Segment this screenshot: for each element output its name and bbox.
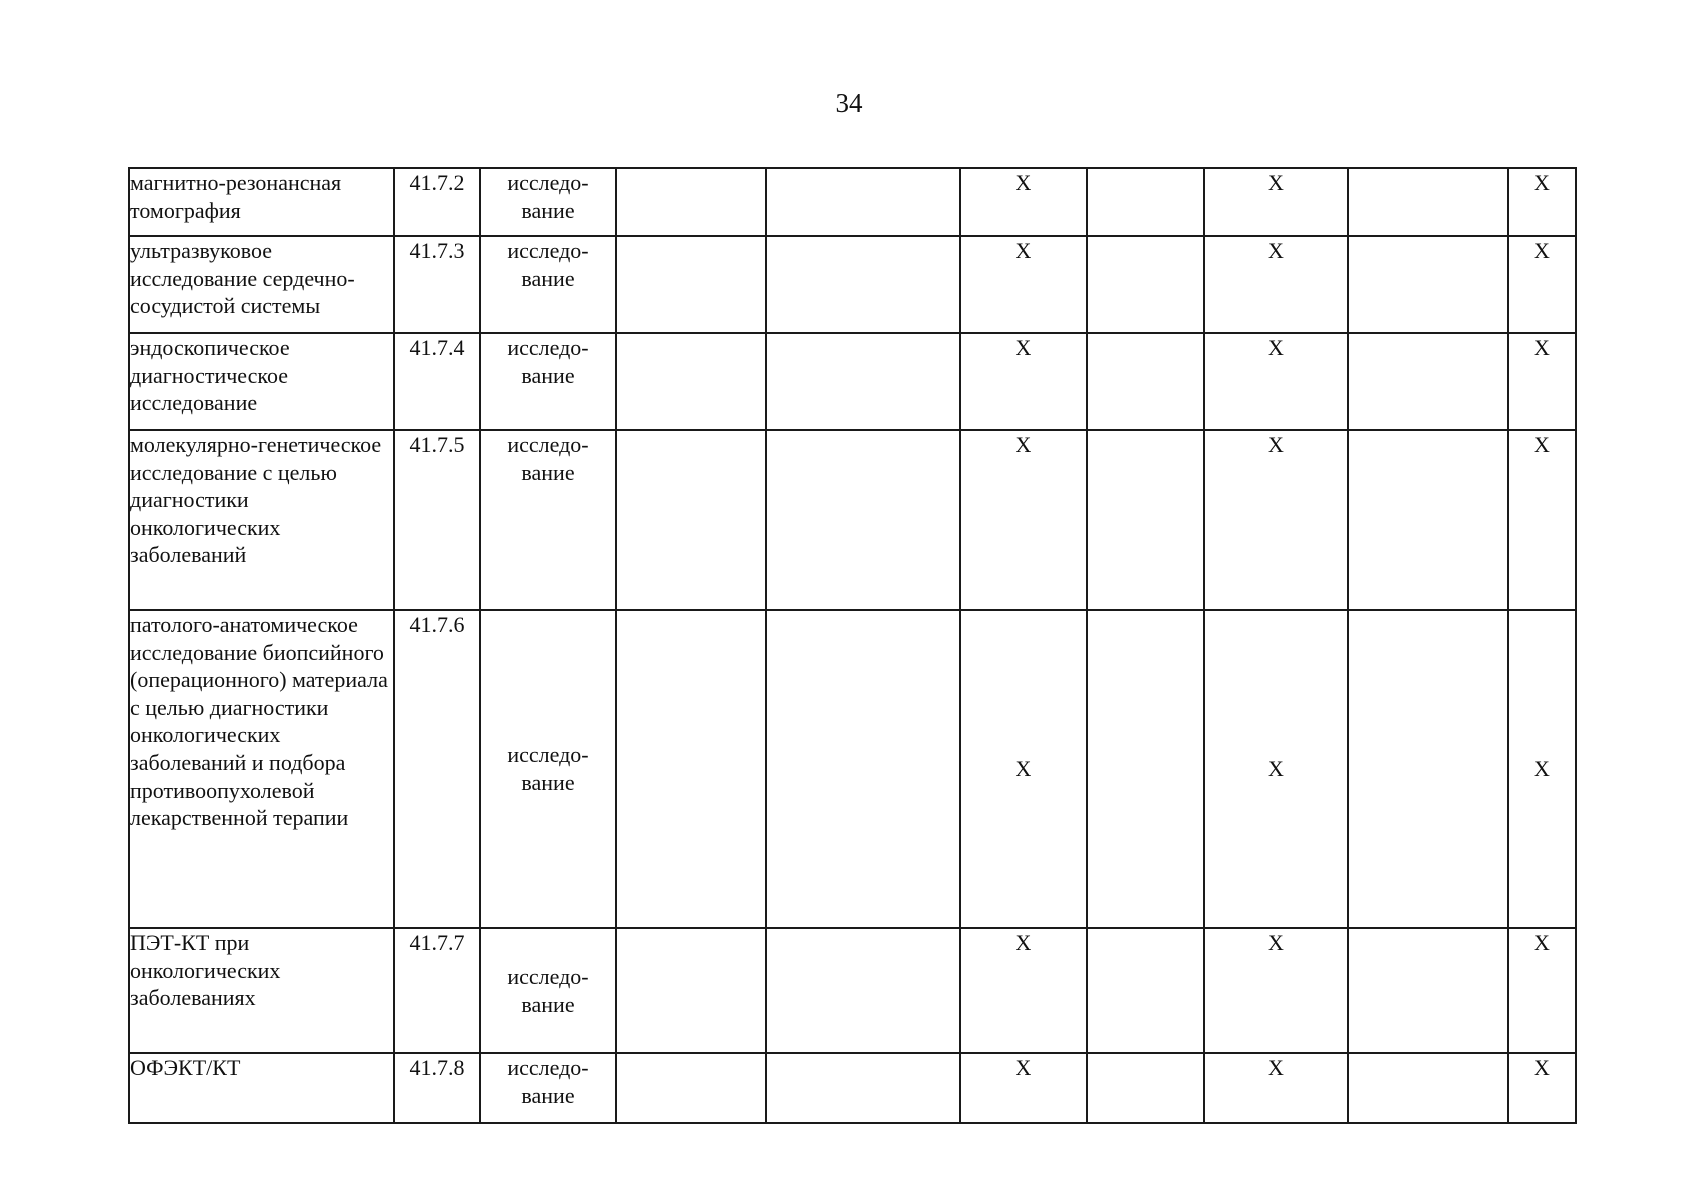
empty-cell: [616, 168, 766, 236]
empty-cell: [1087, 236, 1204, 333]
mark-cell: X: [1508, 928, 1576, 1053]
mark-cell: X: [1508, 168, 1576, 236]
empty-cell: [766, 610, 960, 928]
table-row: [129, 610, 1576, 928]
table-row: [129, 1053, 1576, 1123]
table-row: [129, 430, 1576, 610]
empty-cell: [1087, 1053, 1204, 1123]
mark-cell: X: [1204, 430, 1348, 610]
empty-cell: [1087, 333, 1204, 430]
service-code-cell: 41.7.5: [394, 430, 480, 610]
empty-cell: [1348, 236, 1508, 333]
mark-cell: X: [960, 236, 1087, 333]
mark-cell: X: [1204, 1053, 1348, 1123]
mark-cell: X: [1204, 928, 1348, 1053]
mark-cell: X: [1508, 236, 1576, 333]
service-name-cell: патолого-анатомическое исследование биопсийного (операционного) материала с целью диагностики онкологических заболеваний и подбора противоопухолевой лекарственной терапии: [129, 610, 394, 928]
empty-cell: [616, 430, 766, 610]
unit-cell: исследо- вание: [480, 610, 616, 928]
empty-cell: [766, 430, 960, 610]
mark-cell: X: [1204, 610, 1348, 928]
empty-cell: [1087, 928, 1204, 1053]
service-name-cell: ОФЭКТ/КТ: [129, 1053, 394, 1123]
service-code-cell: 41.7.8: [394, 1053, 480, 1123]
table-row: [129, 236, 1576, 333]
mark-cell: X: [1508, 333, 1576, 430]
empty-cell: [616, 928, 766, 1053]
mark-cell: X: [1508, 1053, 1576, 1123]
mark-cell: X: [1204, 333, 1348, 430]
empty-cell: [616, 236, 766, 333]
service-name-cell: ультразвуковое исследование сердечно-сосудистой системы: [129, 236, 394, 333]
empty-cell: [1087, 168, 1204, 236]
empty-cell: [1348, 610, 1508, 928]
empty-cell: [1348, 333, 1508, 430]
table-row: [129, 168, 1576, 236]
unit-cell: исследо- вание: [480, 430, 616, 610]
service-name-cell: ПЭТ-КТ при онкологических заболеваниях: [129, 928, 394, 1053]
services-table: [128, 167, 1577, 1124]
mark-cell: X: [960, 1053, 1087, 1123]
service-name-cell: молекулярно-генетическое исследование с целью диагностики онкологических заболеваний: [129, 430, 394, 610]
mark-cell: X: [1204, 168, 1348, 236]
mark-cell: X: [960, 168, 1087, 236]
empty-cell: [766, 168, 960, 236]
service-name-cell: эндоскопическое диагностическое исследование: [129, 333, 394, 430]
empty-cell: [1348, 1053, 1508, 1123]
service-code-cell: 41.7.6: [394, 610, 480, 928]
empty-cell: [766, 1053, 960, 1123]
unit-cell: исследо- вание: [480, 333, 616, 430]
unit-cell: исследо- вание: [480, 168, 616, 236]
service-code-cell: 41.7.4: [394, 333, 480, 430]
mark-cell: X: [1204, 236, 1348, 333]
empty-cell: [1348, 928, 1508, 1053]
table-row: [129, 928, 1576, 1053]
mark-cell: X: [960, 928, 1087, 1053]
empty-cell: [616, 333, 766, 430]
empty-cell: [616, 610, 766, 928]
empty-cell: [1087, 610, 1204, 928]
mark-cell: X: [960, 610, 1087, 928]
service-code-cell: 41.7.2: [394, 168, 480, 236]
unit-cell: исследо- вание: [480, 928, 616, 1053]
unit-cell: исследо- вание: [480, 1053, 616, 1123]
mark-cell: X: [1508, 430, 1576, 610]
empty-cell: [1348, 168, 1508, 236]
mark-cell: X: [1508, 610, 1576, 928]
page-number: 34: [835, 88, 863, 118]
empty-cell: [766, 333, 960, 430]
empty-cell: [616, 1053, 766, 1123]
table-row: [129, 333, 1576, 430]
unit-cell: исследо- вание: [480, 236, 616, 333]
service-name-cell: магнитно-резонансная томография: [129, 168, 394, 236]
service-code-cell: 41.7.7: [394, 928, 480, 1053]
mark-cell: X: [960, 333, 1087, 430]
empty-cell: [766, 236, 960, 333]
empty-cell: [1348, 430, 1508, 610]
service-code-cell: 41.7.3: [394, 236, 480, 333]
empty-cell: [1087, 430, 1204, 610]
empty-cell: [766, 928, 960, 1053]
mark-cell: X: [960, 430, 1087, 610]
